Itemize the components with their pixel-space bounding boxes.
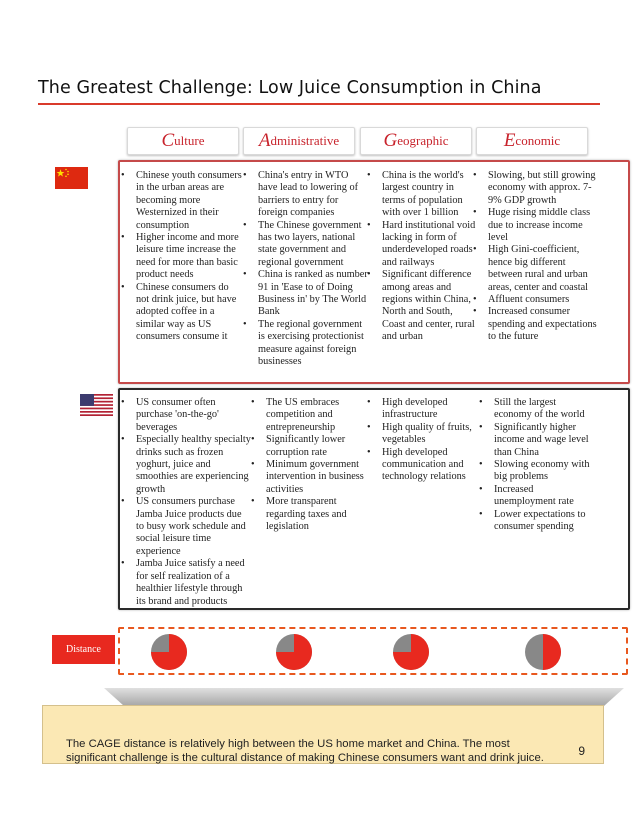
list-item: • High developed infrastructure <box>364 397 476 422</box>
list-item: • The US embraces competition and entrepreneurship <box>248 397 366 434</box>
us-geographic-column <box>364 397 476 484</box>
list-item: • High Gini-coefficient, hence big different between rural and urban areas, center and coastal <box>470 244 598 294</box>
list-item: • Slowing economy with big problems <box>476 459 596 484</box>
administrative-distance-pie <box>275 633 313 671</box>
culture-distance-pie <box>150 633 188 671</box>
list-item: • Increased unemployment rate <box>476 484 596 509</box>
header-administrative <box>243 127 355 155</box>
header-culture-rest: ulture <box>174 133 205 148</box>
header-culture <box>127 127 239 155</box>
header-administrative-initial: A <box>258 130 271 151</box>
list-item: • Increased consumer spending and expectations to the future <box>470 306 598 343</box>
list-item: • High developed communication and technology relations <box>364 447 476 484</box>
list-item: • US consumers purchase Jamba Juice products due to busy work schedule and social leisure time experience <box>118 496 252 558</box>
list-item: • Hard institutional void lacking in form of underdeveloped roads and railways <box>364 220 476 270</box>
geographic-distance-pie <box>392 633 430 671</box>
economic-distance-pie <box>524 633 562 671</box>
us-economic-column <box>476 397 596 533</box>
header-geographic-rest: eographic <box>397 133 449 148</box>
list-item: • The regional government is exercising protectionist measure against foreign businesses <box>240 319 368 369</box>
page-number: 9 <box>578 744 585 758</box>
pie-slice-economic <box>543 634 561 670</box>
list-item: • High quality of fruits, vegetables <box>364 422 476 447</box>
list-item: • Jamba Juice satisfy a need for self realization of a healthier lifestyle through its brand and products <box>118 558 252 608</box>
summary-box <box>42 705 604 764</box>
page-title: The Greatest Challenge: Low Juice Consumption in China <box>38 78 542 98</box>
list-item: • Slowing, but still growing economy with approx. 7-9% GDP growth <box>470 170 598 207</box>
header-economic-rest: conomic <box>515 133 561 148</box>
list-item: • Chinese youth consumers in the urban areas are becoming more Westernized in their consumption <box>118 170 242 232</box>
china-geographic-column <box>364 170 476 344</box>
list-item: • Affluent consumers <box>470 294 598 306</box>
title-rule <box>38 103 600 105</box>
distance-label: Distance <box>52 635 115 664</box>
header-geographic <box>360 127 472 155</box>
us-flag-icon <box>80 394 113 416</box>
china-economic-column <box>470 170 598 344</box>
list-item: • More transparent regarding taxes and legislation <box>248 496 366 533</box>
header-culture-initial: C <box>161 130 175 151</box>
header-geographic-initial: G <box>383 130 398 151</box>
list-item: • Lower expectations to consumer spending <box>476 509 596 534</box>
list-item: • The Chinese government has two layers, national state government and regional government <box>240 220 368 270</box>
list-item: • US consumer often purchase 'on-the-go' beverages <box>118 397 252 434</box>
list-item: • Huge rising middle class due to increase income level <box>470 207 598 244</box>
list-item: • Minimum government intervention in business activities <box>248 459 366 496</box>
summary-text: The CAGE distance is relatively high between the US home market and China. The most significant challenge is the cultural distance of making Chinese consumers want and drink juice. <box>66 738 544 764</box>
list-item: • China is the world's largest country in terms of population with over 1 billion <box>364 170 476 220</box>
header-economic <box>476 127 588 155</box>
list-item: • Chinese consumers do not drink juice, but have adopted coffee in a similar way as US consumers consume it <box>118 282 242 344</box>
china-culture-column <box>118 170 242 344</box>
us-administrative-column <box>248 397 366 533</box>
header-administrative-rest: dministrative <box>270 133 340 148</box>
list-item: • Higher income and more leisure time increase the need for more than basic product needs <box>118 232 242 282</box>
china-flag-icon <box>55 167 88 189</box>
list-item: • China is ranked as number 91 in 'Ease to of Doing Business in' by The World Bank <box>240 269 368 319</box>
china-administrative-column <box>240 170 368 369</box>
header-economic-initial: E <box>503 130 516 151</box>
list-item: • Significantly higher income and wage level than China <box>476 422 596 459</box>
list-item: • Significantly lower corruption rate <box>248 434 366 459</box>
us-culture-column <box>118 397 252 608</box>
list-item: • Especially healthy specialty drinks such as frozen yoghurt, juice and smoothies are experiencing growth <box>118 434 252 496</box>
down-arrow-band <box>104 688 624 706</box>
list-item: • Still the largest economy of the world <box>476 397 596 422</box>
list-item: • China's entry in WTO have lead to lowering of barriers to entry for foreign companies <box>240 170 368 220</box>
list-item: • Significant difference among areas and regions within China, North and South, Coast and center, rural and urban <box>364 269 476 343</box>
